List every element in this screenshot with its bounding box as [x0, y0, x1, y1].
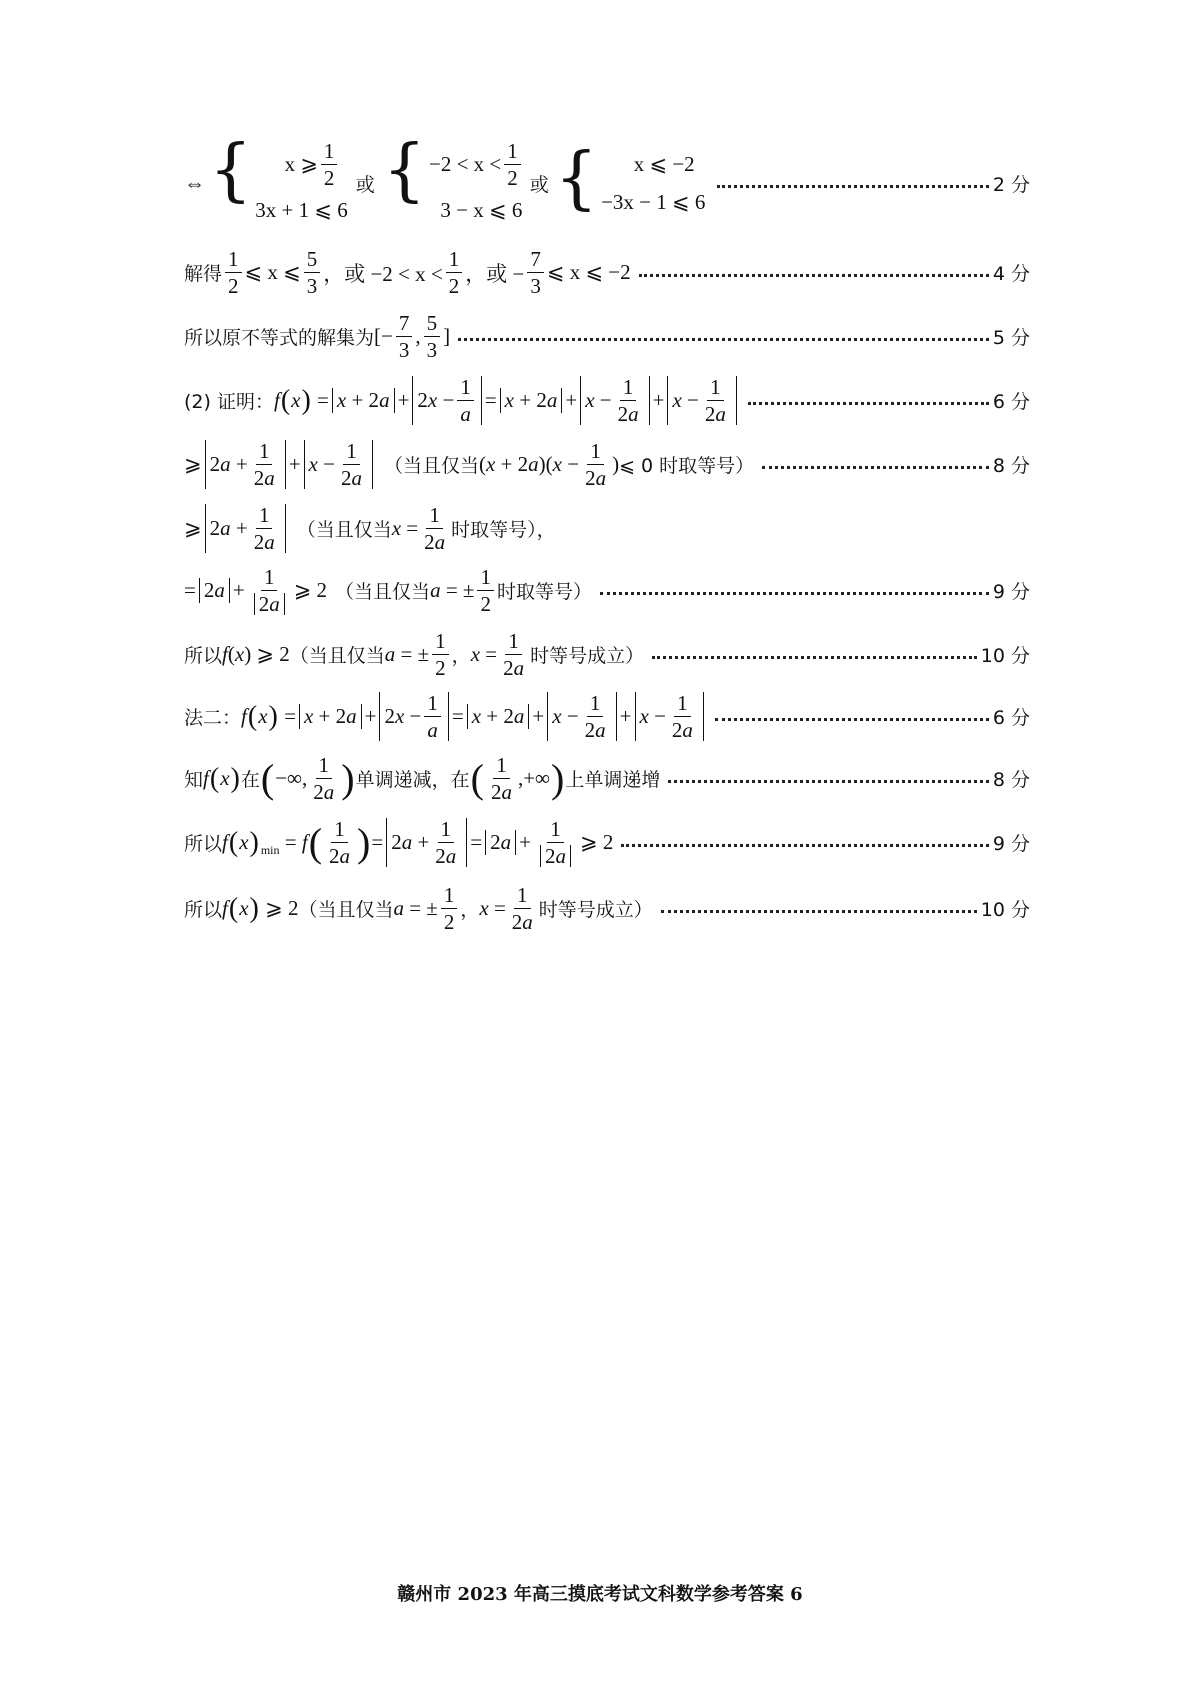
score-label: 5 分	[992, 327, 1030, 350]
score-label: 10 分	[980, 645, 1030, 668]
line-ineq-2: ⩾ 2 a + $\frac{1}{2a}$ （当且仅当 x = $\frac{1}{2a}$ 时取等号），	[184, 503, 556, 555]
line-solution-set: 所以原不等式的解集为 [− $\frac{7}{3}$ , $\frac{5}{3}$ ] 5 分	[184, 311, 1030, 363]
line-case-systems: ⇔ { x ⩾ $\frac{1}{2}$ 3x + 1 ⩽ 6 或 { −2 < x < $\frac{1}{2}$ 3 − x ⩽ 6 或 { x ⩽ −2 −3x − 1 ⩽ 6 2 分	[184, 140, 1030, 227]
line-conclusion-1: 所以 f ( x ) ⩾ 2 （当且仅当 a = ± $\frac{1}{2}$ ， x = $\frac{1}{2a}$ 时等号成立） 10 分	[184, 629, 1030, 681]
system-2: { −2 < x < $\frac{1}{2}$ 3 − x ⩽ 6	[382, 131, 523, 222]
line-ineq-3: = 2 a + 1 2 a ⩾ 2 （当且仅当 a = ± $\frac{1}{2}$ 时取等号） 9 分	[184, 565, 1030, 617]
line-monotonic: 知 f ( x ) 在 ( −∞, $\frac{1}{2a}$ ) 单调递减，在 ( $\frac{1}{2a}$ ,+∞ ) 上单调递增 8 分	[184, 753, 1030, 805]
line-method-two: 法二： f ( x ) = x + 2 a + 2 x − $\frac{1}{a}$ = x + 2 a + x − $\frac{1}{2a}$ + x − $\frac{1}{2a}$ 6 分	[184, 691, 1030, 743]
system-3: { x ⩽ −2 −3x − 1 ⩽ 6	[554, 138, 706, 218]
score-label: 4 分	[992, 263, 1030, 286]
iff-symbol: ⇔	[184, 171, 205, 196]
score-label: 9 分	[992, 581, 1030, 604]
score-label: 6 分	[992, 391, 1030, 414]
score-label: 8 分	[992, 769, 1030, 792]
line-conclusion-2: 所以 f ( x ) ⩾ 2 （当且仅当 a = ± $\frac{1}{2}$ ， x = $\frac{1}{2a}$ 时等号成立） 10 分	[184, 883, 1030, 935]
line-ineq-1: ⩾ 2 a + $\frac{1}{2a}$ + x − $\frac{1}{2a}$ （当且仅当 ( x + 2 a )( x − $\frac{1}{2a}$ ) ⩽ 0 时取等号） 8 分	[184, 439, 1030, 491]
page-footer: 赣州市 2023 年高三摸底考试文科数学参考答案 6	[397, 1584, 803, 1605]
score-label: 8 分	[992, 455, 1030, 478]
line-solve: 解得 $\frac{1}{2}$ ⩽ x ⩽ $\frac{5}{3}$ ，或 −2 < x < $\frac{1}{2}$ ，或 − $\frac{7}{3}$ ⩽ x ⩽ −2 4 分	[184, 247, 1030, 299]
score-label: 6 分	[992, 707, 1030, 730]
score-label: 10 分	[980, 899, 1030, 922]
line-minimum: 所以 f ( x ) min = f ( $\frac{1}{2a}$ ) = 2 a + $\frac{1}{2a}$ = 2 a + 1 2 a ⩾ 2 9 分	[184, 817, 1030, 869]
system-1: { x ⩾ $\frac{1}{2}$ 3x + 1 ⩽ 6	[209, 131, 348, 222]
line-proof-start: (2) 证明： f ( x ) = x + 2 a + 2 x − $\frac{1}{a}$ = x + 2 a + x − $\frac{1}{2a}$ + x − $\frac{1}{2a}$ 6 分	[184, 375, 1030, 427]
score-leader	[717, 185, 989, 188]
score-label: 9 分	[992, 833, 1030, 856]
score-label: 2 分	[992, 174, 1030, 197]
